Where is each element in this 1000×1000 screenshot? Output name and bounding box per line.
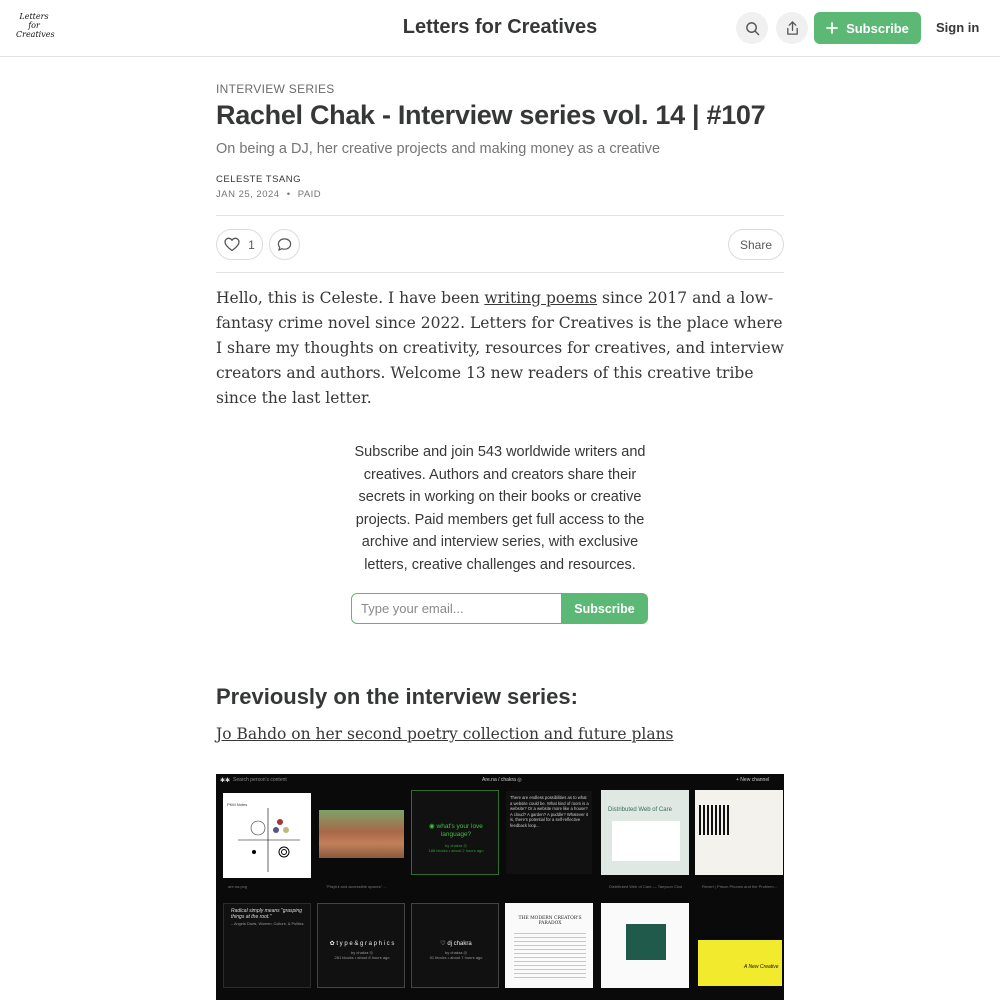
arena-logo-icon: ✱✱ (220, 778, 231, 784)
subscribe-pitch: Subscribe and join 543 worldwide writers and creatives. Authors and creators share their secrets in working on their books or creative projects. Paid members get full access to the archive and interview series, with exclusive letters, creative challenges and resources. (354, 444, 646, 573)
image-tile-8 (317, 903, 405, 988)
plus-icon (826, 22, 838, 34)
upload-share-icon (785, 21, 800, 36)
intro-paragraph (216, 286, 784, 411)
tile-9-text: ♡ dj chakra (440, 941, 472, 947)
image-tile-11 (601, 903, 689, 988)
logo-line-1: Letters (19, 12, 49, 21)
heart-icon (224, 237, 240, 252)
tile-12-yellow-cover (698, 940, 782, 986)
tile-4-text: There are endless possibilities as to what a website could be. What kind of room is a website? Or a website more like a house? A cloud? A garden? A puddle? Whatever it is, there's potential for a self-reflective feedback loop... (510, 795, 589, 828)
logo-line-3: Creatives (16, 30, 55, 39)
comment-icon (277, 237, 292, 252)
intro-text-start: Hello, this is Celeste. I have been (216, 289, 485, 307)
writing-poems-link[interactable]: writing poems (484, 289, 598, 307)
meta-separator: • (286, 189, 291, 200)
tile-3-sub: by chakra ◎ 188 blocks • about 2 hours ago (428, 843, 484, 853)
tile-11-cover (626, 924, 666, 960)
publication-title[interactable]: Letters for Creatives (402, 16, 598, 38)
access-badge: PAID (297, 189, 322, 200)
comment-button[interactable] (269, 229, 300, 260)
like-button[interactable] (216, 229, 263, 260)
image-tile-5 (601, 790, 689, 875)
tile-6-barcode (699, 805, 729, 835)
image-tile-6 (695, 790, 783, 875)
image-tile-3 (411, 790, 499, 875)
image-channel-text: Are.na / chakra ◎ (482, 777, 522, 783)
tile-8-text: ✿ t y p e & g r a p h i c s (329, 941, 395, 947)
sign-in-link[interactable]: Sign in (936, 20, 980, 35)
search-button[interactable] (736, 12, 768, 44)
email-placeholder: Type your email... (361, 601, 464, 616)
arena-screenshot-image (216, 774, 784, 1000)
top-bar (0, 0, 1000, 57)
tile-10-lines (514, 930, 586, 980)
section-label[interactable]: INTERVIEW SERIES (216, 82, 335, 96)
image-tile-7 (223, 903, 311, 988)
previous-interview-link[interactable]: Jo Bahdo on her second poetry collection and future plans (216, 725, 674, 743)
image-tile-10 (505, 903, 593, 988)
article-title: Rachel Chak - Interview series vol. 14 | #107 (216, 100, 766, 130)
search-icon (745, 21, 760, 36)
image-tile-1 (223, 793, 311, 878)
diagram-icon (224, 794, 311, 878)
header-subscribe-label: Subscribe (846, 20, 909, 36)
logo-line-2: for (28, 21, 40, 30)
email-subscribe-button[interactable]: Subscribe (561, 593, 648, 624)
tile-5-card (612, 821, 680, 861)
previously-heading: Previously on the interview series: (216, 684, 578, 709)
divider-bottom (216, 272, 784, 273)
author-name[interactable]: CELESTE TSANG (216, 174, 301, 185)
tile-10-text: THE MODERN CREATOR'S PARADOX (518, 916, 582, 926)
tile-5-caption: Distributed Web of Care — Taeyoon Choi (609, 884, 683, 889)
post-date: JAN 25, 2024 (216, 189, 280, 200)
building-photo (319, 810, 405, 858)
tile-9-sub: by chakra ◎ 51 blocks • about 7 hours ago (429, 950, 483, 960)
intro-text-end: since 2017 and a low-fantasy crime novel since 2022. Letters for Creatives is the place where I share my thoughts on creativity, resources for creatives, and interview creators and authors. Welcome 13 new readers of this creative tribe since the last letter. (216, 289, 784, 407)
divider-top (216, 215, 784, 216)
tile-6-caption: Revert | Prison Phones and the Problem... (702, 884, 777, 889)
tile-1-caption: are.na.png (228, 884, 248, 889)
header-subscribe-button[interactable] (814, 12, 921, 44)
like-count: 1 (248, 237, 255, 252)
image-search-text: Search person's content (233, 777, 287, 783)
image-tile-4 (505, 790, 593, 875)
image-tile-12 (695, 903, 783, 988)
email-input[interactable] (351, 593, 563, 624)
share-header-button[interactable] (776, 12, 808, 44)
tile-2-caption: "Playful and accessible spaces" ... (326, 884, 387, 889)
tile-8-sub: by chakra ◎ 281 blocks • about 8 hours ago (334, 950, 390, 960)
tile-1-text: PKM Notes (227, 802, 248, 807)
share-label: Share (739, 237, 773, 252)
post-meta (216, 189, 784, 200)
image-tile-2 (317, 793, 405, 878)
tile-7-sub: – Angela Davis, Women, Culture, & Politics (231, 922, 304, 926)
image-toolbar (216, 774, 784, 786)
share-button[interactable] (728, 229, 784, 260)
article-subtitle: On being a DJ, her creative projects and making money as a creative (216, 141, 661, 157)
tile-7-text: Radical simply means "grasping things at the root." (231, 908, 302, 920)
tile-5-text: Distributed Web of Care (608, 807, 672, 813)
image-new-channel: + New channel (736, 777, 770, 783)
image-tile-9 (411, 903, 499, 988)
tile-12-text: A New Creative (744, 964, 779, 970)
tile-3-text: ◉ what's your love language? (429, 823, 483, 838)
